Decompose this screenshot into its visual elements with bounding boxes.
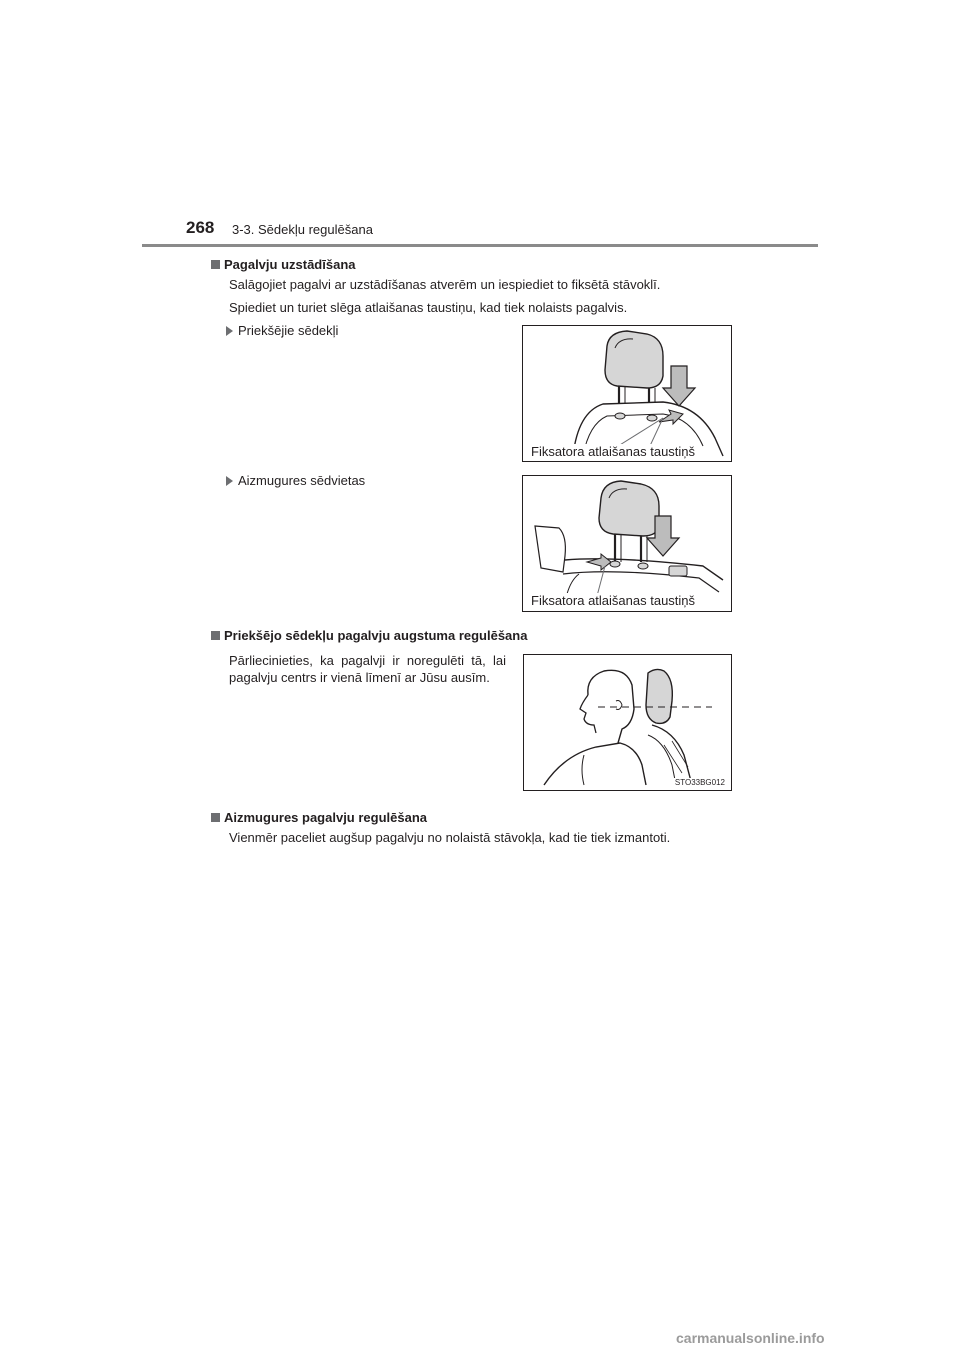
triangle-bullet-icon xyxy=(226,326,233,336)
head-position-illustration xyxy=(524,655,732,791)
front-height-section xyxy=(211,627,527,644)
front-seats-text: Priekšējie sēdekļi xyxy=(238,323,339,338)
square-bullet-icon xyxy=(211,813,220,822)
section-title: 3-3. Sēdekļu regulēšana xyxy=(232,222,373,237)
install-line-1: Salāgojiet pagalvi ar uzstādīšanas atverēm un iespiediet to fiksētā stāvoklī. xyxy=(229,277,661,292)
front-height-heading-text: Priekšējo sēdekļu pagalvju augstuma regulēšana xyxy=(224,628,528,643)
install-heading xyxy=(211,256,660,273)
head-position-figure xyxy=(523,654,732,791)
triangle-bullet-icon xyxy=(226,476,233,486)
install-line-2: Spiediet un turiet slēga atlaišanas taustiņu, kad tiek nolaists pagalvis. xyxy=(229,300,628,315)
rear-adjust-heading xyxy=(211,809,670,826)
rear-release-button-callout: Fiksatora atlaišanas taustiņš xyxy=(531,593,696,608)
header-rule xyxy=(142,244,818,247)
front-seats-label xyxy=(226,322,338,339)
install-heading-text: Pagalvju uzstādīšana xyxy=(224,257,356,272)
square-bullet-icon xyxy=(211,260,220,269)
front-height-text: Pārliecinieties, ka pagalvji ir noregulēti tā, lai pagalvju centrs ir vienā līmenī ar Jūsu ausīm. xyxy=(229,653,506,685)
front-height-heading xyxy=(211,627,527,644)
install-section xyxy=(211,256,660,316)
square-bullet-icon xyxy=(211,631,220,640)
rear-adjust-section xyxy=(211,809,670,846)
rear-headrest-figure xyxy=(522,475,732,612)
front-release-button-callout: Fiksatora atlaišanas taustiņš xyxy=(531,444,696,459)
rear-adjust-heading-text: Aizmugures pagalvju regulēšana xyxy=(224,810,428,825)
figure-code: STO33BG012 xyxy=(674,778,725,787)
rear-headrest-illustration xyxy=(523,476,732,612)
watermark: carmanualsonline.info xyxy=(676,1330,825,1346)
front-headrest-illustration xyxy=(523,326,732,462)
page-number: 268 xyxy=(186,218,215,237)
rear-seats-label xyxy=(226,472,365,489)
rear-seats-text: Aizmugures sēdvietas xyxy=(238,473,366,488)
rear-adjust-text: Vienmēr paceliet augšup pagalvju no nolaistā stāvokļa, kad tie tiek izmantoti. xyxy=(229,830,671,845)
front-headrest-figure xyxy=(522,325,732,462)
